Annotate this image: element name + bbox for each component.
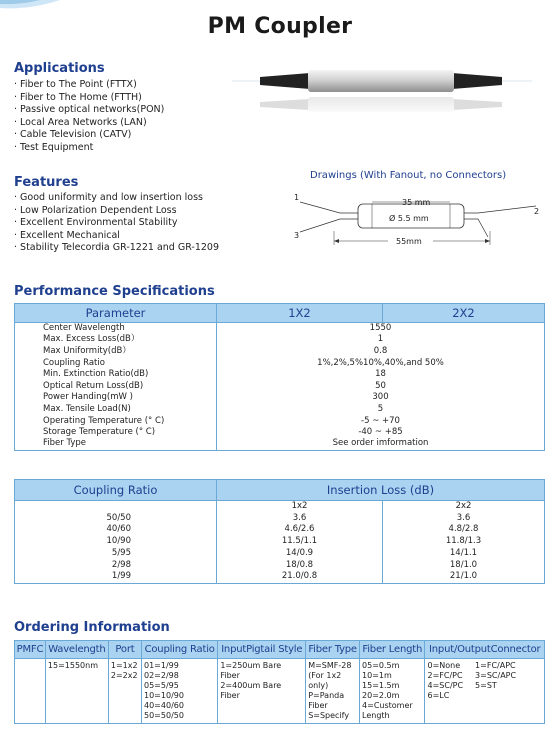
performance-heading: Performance Specifications bbox=[14, 284, 215, 299]
option-line: 20=2.0m bbox=[362, 691, 400, 700]
dim-diameter-label: Ø 5.5 mm bbox=[389, 214, 429, 223]
ordering-heading: Ordering Information bbox=[14, 620, 170, 635]
table-header: Coupling Ratio bbox=[15, 480, 217, 501]
option-line: 15=1550nm bbox=[47, 661, 98, 670]
list-item: · Excellent Environmental Stability bbox=[14, 217, 219, 230]
parameter-value: 1 bbox=[217, 334, 545, 346]
parameter-value: 0.8 bbox=[217, 346, 545, 358]
parameter-value: 50 bbox=[217, 380, 545, 392]
loss-1x2-cell: 3.6 bbox=[217, 512, 383, 524]
coupling-ratio-table bbox=[14, 479, 545, 584]
list-item: · Fiber to The Point (FTTX) bbox=[14, 79, 164, 92]
parameter-label: Operating Temperature (° C) bbox=[15, 415, 217, 427]
features-heading: Features bbox=[14, 175, 79, 190]
table-header: Port bbox=[108, 641, 141, 659]
parameter-label: Storage Temperature (° C) bbox=[15, 427, 217, 439]
parameter-value: 5 bbox=[217, 404, 545, 416]
port-1-label: 1 bbox=[294, 193, 300, 202]
table-cell bbox=[306, 659, 360, 724]
loss-2x2-cell: 3.6 bbox=[383, 512, 545, 524]
list-item: · Passive optical networks(PON) bbox=[14, 104, 164, 117]
table-cell bbox=[360, 659, 425, 724]
parameter-value: 18 bbox=[217, 369, 545, 381]
loss-2x2-cell: 18/1.0 bbox=[383, 559, 545, 571]
parameter-label: Min. Extinction Ratio(dB) bbox=[15, 369, 217, 381]
loss-2x2-cell: 4.8/2.8 bbox=[383, 524, 545, 536]
parameter-value: 1%,2%,5%10%,40%,and 50% bbox=[217, 357, 545, 369]
list-item: · Good uniformity and low insertion loss bbox=[14, 192, 219, 205]
table-row bbox=[15, 346, 545, 358]
table-header: PMFC bbox=[15, 641, 46, 659]
applications-heading: Applications bbox=[14, 61, 105, 76]
option-line: P=Panda bbox=[308, 691, 345, 700]
option-line: 1=250um Bare bbox=[220, 661, 282, 670]
parameter-value: 1550 bbox=[217, 323, 545, 335]
table-row bbox=[15, 438, 545, 450]
option-line: 10=1m bbox=[362, 671, 392, 680]
table-header: Insertion Loss (dB) bbox=[217, 480, 545, 501]
option-line: 01=1/99 bbox=[144, 661, 179, 670]
table-header: Coupling Ratio bbox=[142, 641, 218, 659]
ordering-table bbox=[14, 640, 545, 724]
loss-1x2-cell: 11.5/1.1 bbox=[217, 536, 383, 548]
table-cell bbox=[15, 659, 46, 724]
option-line: 4=SC/PC bbox=[427, 681, 464, 690]
corner-swoosh-graphic bbox=[0, 0, 60, 14]
option-line: 1=1x2 bbox=[110, 661, 138, 670]
table-row bbox=[15, 392, 545, 404]
option-line: 2=2x2 bbox=[110, 671, 138, 680]
table-row bbox=[15, 380, 545, 392]
loss-1x2-cell: 21.0/0.8 bbox=[217, 571, 383, 583]
table-header: 1X2 bbox=[217, 304, 383, 323]
ratio-cell: 5/95 bbox=[15, 548, 217, 560]
parameter-label: Power Handing(mW ) bbox=[15, 392, 217, 404]
applications-list bbox=[14, 79, 164, 154]
table-cell: 2x2 bbox=[383, 501, 545, 513]
list-item: · Excellent Mechanical bbox=[14, 230, 219, 243]
table-header: Fiber Length bbox=[360, 641, 425, 659]
option-line: 10=10/90 bbox=[144, 691, 184, 700]
performance-table bbox=[14, 303, 545, 451]
table-cell bbox=[142, 659, 218, 724]
table-row bbox=[15, 334, 545, 346]
table-row bbox=[15, 524, 545, 536]
table-cell bbox=[45, 659, 108, 724]
list-item: · Local Area Networks (LAN) bbox=[14, 117, 164, 130]
option-line: 05=0.5m bbox=[362, 661, 400, 670]
parameter-label: Max. Excess Loss(dB） bbox=[15, 334, 217, 346]
option-line: 15=1.5m bbox=[362, 681, 400, 690]
option-line: 2=FC/PC bbox=[427, 671, 463, 680]
ratio-cell: 10/90 bbox=[15, 536, 217, 548]
table-row bbox=[15, 369, 545, 381]
option-line: 2=400um Bare bbox=[220, 681, 282, 690]
table-header: Parameter bbox=[15, 304, 217, 323]
parameter-label: Optical Return Loss(dB) bbox=[15, 380, 217, 392]
loss-2x2-cell: 11.8/1.3 bbox=[383, 536, 545, 548]
pm-coupler-product-image bbox=[232, 58, 532, 118]
ratio-cell: 40/60 bbox=[15, 524, 217, 536]
option-line: 5=ST bbox=[475, 681, 497, 690]
option-line: only) bbox=[308, 681, 329, 690]
table-row bbox=[15, 512, 545, 524]
option-line: 50=50/50 bbox=[144, 711, 184, 720]
parameter-value: -40 ~ +85 bbox=[217, 427, 545, 439]
table-row bbox=[15, 415, 545, 427]
dim-outer-label: 55mm bbox=[396, 237, 422, 246]
table-row bbox=[15, 323, 545, 335]
ratio-cell: 50/50 bbox=[15, 512, 217, 524]
dim-inner-label: 35 mm bbox=[402, 198, 431, 207]
list-item: · Low Polarization Dependent Loss bbox=[14, 205, 219, 218]
option-line: (For 1x2 bbox=[308, 671, 342, 680]
parameter-value: 300 bbox=[217, 392, 545, 404]
option-line: Length bbox=[362, 711, 390, 720]
ratio-cell: 1/99 bbox=[15, 571, 217, 583]
option-line: 3=SC/APC bbox=[475, 671, 517, 680]
table-header: InputPigtail Style bbox=[218, 641, 306, 659]
option-line: S=Specify bbox=[308, 711, 350, 720]
loss-1x2-cell: 18/0.8 bbox=[217, 559, 383, 571]
table-cell bbox=[425, 659, 545, 724]
table-row bbox=[15, 427, 545, 439]
table-row bbox=[15, 571, 545, 583]
parameter-label: Center Wavelength bbox=[15, 323, 217, 335]
option-line: 1=FC/APC bbox=[475, 661, 516, 670]
option-line: 40=40/60 bbox=[144, 701, 184, 710]
loss-2x2-cell: 14/1.1 bbox=[383, 548, 545, 560]
parameter-label: Max. Tensile Load(N) bbox=[15, 404, 217, 416]
parameter-value: See order imformation bbox=[217, 438, 545, 450]
option-line: 02=2/98 bbox=[144, 671, 179, 680]
list-item: · Stability Telecordia GR-1221 and GR-1209 bbox=[14, 242, 219, 255]
list-item: · Fiber to The Home (FTTH) bbox=[14, 92, 164, 105]
option-line: 0=None bbox=[427, 661, 461, 670]
ratio-cell: 2/98 bbox=[15, 559, 217, 571]
parameter-label: Fiber Type bbox=[15, 438, 217, 450]
loss-1x2-cell: 4.6/2.6 bbox=[217, 524, 383, 536]
coupler-dimension-drawing bbox=[288, 185, 548, 255]
option-line: Fiber bbox=[308, 701, 328, 710]
option-line: Fiber bbox=[220, 671, 240, 680]
table-row bbox=[15, 357, 545, 369]
features-list bbox=[14, 192, 219, 255]
option-line: 05=5/95 bbox=[144, 681, 179, 690]
table-cell bbox=[108, 659, 141, 724]
table-cell: 1x2 bbox=[217, 501, 383, 513]
drawing-title: Drawings (With Fanout, no Connectors) bbox=[310, 170, 507, 181]
table-row bbox=[15, 548, 545, 560]
port-2-label: 2 bbox=[534, 207, 540, 216]
loss-2x2-cell: 21/1.0 bbox=[383, 571, 545, 583]
connector-column bbox=[475, 661, 516, 701]
option-line: Fiber bbox=[220, 691, 240, 700]
option-line: 6=LC bbox=[427, 691, 450, 700]
table-header: Fiber Type bbox=[306, 641, 360, 659]
connector-column bbox=[427, 661, 463, 701]
list-item: · Cable Television (CATV) bbox=[14, 129, 164, 142]
table-cell bbox=[218, 659, 306, 724]
loss-1x2-cell: 14/0.9 bbox=[217, 548, 383, 560]
parameter-label: Coupling Ratio bbox=[15, 357, 217, 369]
option-line: M=SMF-28 bbox=[308, 661, 352, 670]
port-3-label: 3 bbox=[294, 231, 300, 240]
list-item: · Test Equipment bbox=[14, 142, 164, 155]
page-title: PM Coupler bbox=[207, 14, 353, 39]
table-row bbox=[15, 404, 545, 416]
table-header: 2X2 bbox=[383, 304, 545, 323]
table-header: Wavelength bbox=[45, 641, 108, 659]
table-header: Input/OutputConnector bbox=[425, 641, 545, 659]
option-line: 4=Customer bbox=[362, 701, 413, 710]
parameter-label: Max Uniformity(dB） bbox=[15, 346, 217, 358]
table-row bbox=[15, 536, 545, 548]
table-row bbox=[15, 559, 545, 571]
parameter-value: -5 ~ +70 bbox=[217, 415, 545, 427]
